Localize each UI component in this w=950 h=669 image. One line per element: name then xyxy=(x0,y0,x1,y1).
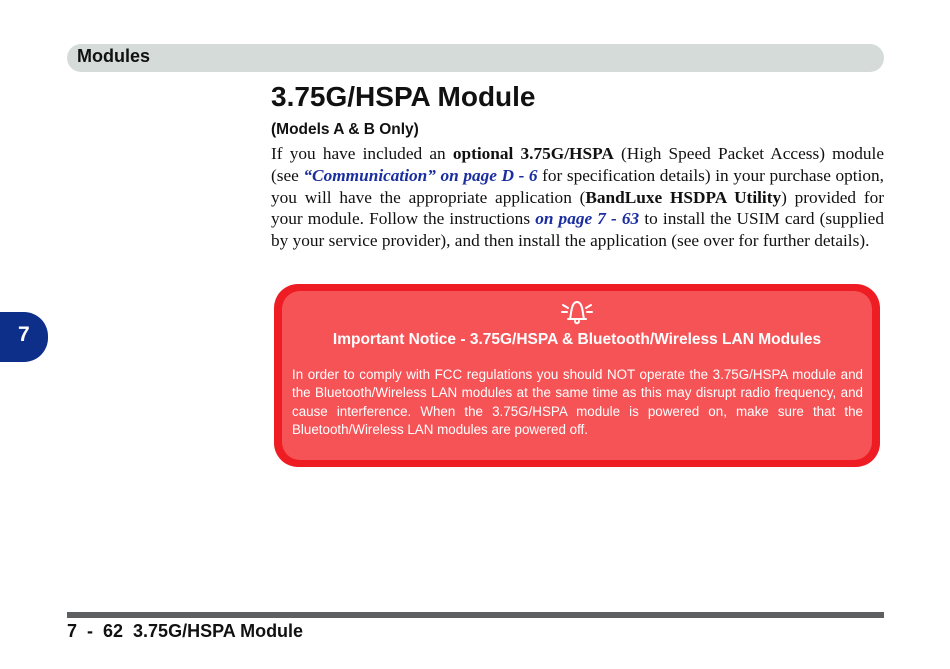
install-page-link[interactable]: on page 7 - 63 xyxy=(535,209,640,229)
body-bold-1: optional 3.75G/HSPA xyxy=(452,144,614,163)
section-title: Modules xyxy=(77,46,151,66)
bell-alert-icon xyxy=(559,297,595,327)
body-paragraph xyxy=(271,143,884,252)
body-text-5: to install the USIM card (supplied by your service provider), and then install the application (see over for further details). xyxy=(271,209,884,251)
communication-link[interactable]: “Communication” on page D - 6 xyxy=(303,165,538,185)
models-subheading: (Models A & B Only) xyxy=(271,121,419,138)
body-text-2: (High Speed Packet Access) module (see xyxy=(271,144,884,185)
chapter-number: 7 xyxy=(18,323,30,346)
body-text-1: If you have included an xyxy=(271,144,453,163)
body-text-3: for specification details) in your purchase option, you will have the appropriate application ( xyxy=(271,165,884,207)
notice-text: In order to comply with FCC regulations you should NOT operate the 3.75G/HSPA module and the Bluetooth/Wireless LAN modules at the same time as this may disrupt radio frequency, and cause interference. When the 3.75G/HSPA module is powered on, make sure that the Bluetooth/Wireless LAN modules are powered off. xyxy=(292,367,863,438)
page-title: 3.75G/HSPA Module xyxy=(271,81,536,112)
body-bold-2: BandLuxe HSDPA Utility xyxy=(585,187,782,207)
footer-page-reference: 7 - 62 3.75G/HSPA Module xyxy=(67,621,304,641)
notice-title: Important Notice - 3.75G/HSPA & Bluetooth/Wireless LAN Modules xyxy=(332,331,822,348)
chapter-tab[interactable] xyxy=(0,312,48,362)
body-text-4: ) provided for your module. Follow the instructions xyxy=(271,187,884,229)
footer-divider xyxy=(67,612,884,618)
section-header-bar xyxy=(67,44,884,72)
